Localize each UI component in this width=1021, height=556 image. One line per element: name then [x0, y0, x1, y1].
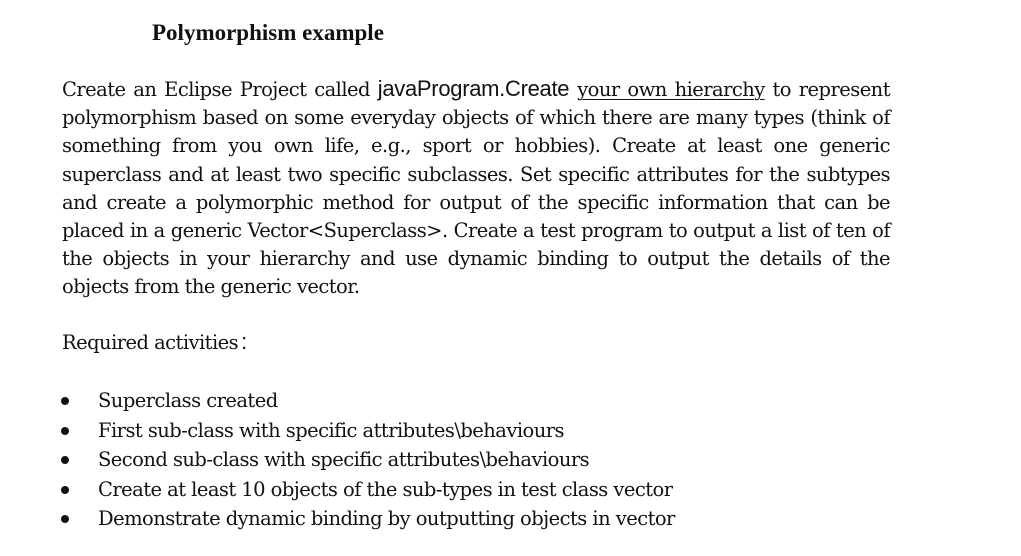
bullet-icon	[61, 515, 69, 523]
activities-list	[56, 386, 675, 534]
list-item	[56, 445, 675, 475]
bullet-icon	[61, 427, 69, 435]
bullet-icon	[61, 486, 69, 494]
paragraph-create: Create	[505, 76, 578, 101]
activity-text: Demonstrate dynamic binding by outputting objects in vector	[98, 507, 675, 531]
list-item	[56, 416, 675, 446]
document-title: Polymorphism example	[152, 20, 384, 45]
required-heading-text: Required activities	[62, 331, 239, 354]
assignment-paragraph	[62, 75, 890, 302]
paragraph-intro: Create an Eclipse Project called	[62, 78, 378, 101]
bullet-icon	[61, 456, 69, 464]
underlined-hierarchy: your own hierarchy	[577, 78, 765, 101]
activity-text: Second sub-class with specific attributes\behaviours	[98, 448, 590, 472]
required-activities-heading	[62, 327, 247, 358]
activity-text: First sub-class with specific attributes\behaviours	[98, 418, 564, 442]
list-item	[56, 386, 675, 416]
activity-text: Create at least 10 objects of the sub-types in test class vector	[98, 477, 673, 501]
list-item	[56, 504, 675, 534]
bullet-icon	[61, 397, 69, 405]
activity-text: Superclass created	[98, 389, 278, 412]
required-heading-colon: :	[241, 329, 247, 354]
paragraph-body: to represent polymorphism based on some everyday objects of which there are many types (think of something from you own life, e.g., sport or hobbies). Create at least one generic superclass and at least two specific subclasses. Set specific attributes for the subtypes and create a polymorphic method for output of the specific information that can be placed in a generic Vector<Superclass>. Create a test program to output a list of ten of the objects in your hierarchy and use dynamic binding to output the details of the objects from the generic vector.	[62, 78, 890, 299]
list-item	[56, 475, 675, 505]
project-name: javaProgram.	[377, 76, 505, 101]
